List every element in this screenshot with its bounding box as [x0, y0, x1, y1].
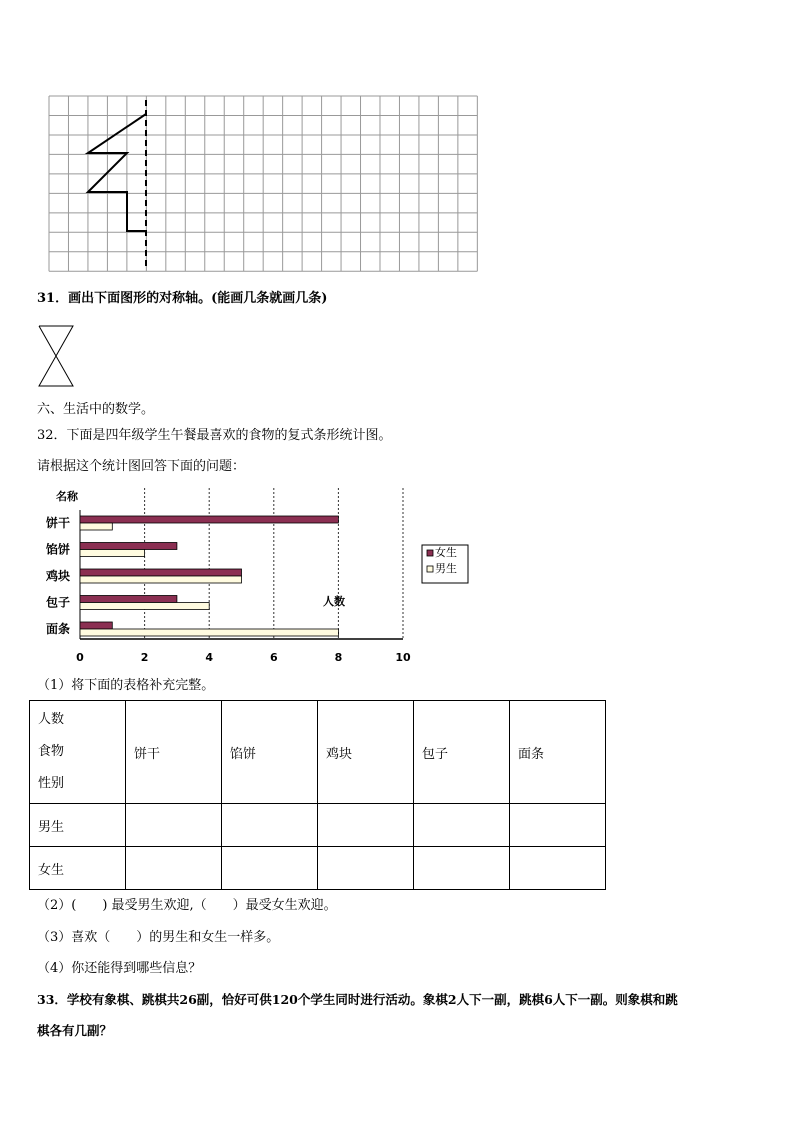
bar-female	[80, 569, 242, 576]
x-tick-label: 0	[76, 651, 84, 664]
q33-line1: 33．学校有象棋、跳棋共26副，恰好可供120个学生同时进行活动。象棋2人下一副，跳棋6人下一副。则象棋和跳	[37, 992, 678, 1007]
bar-female	[80, 596, 177, 603]
category-label: 鸡块	[45, 569, 70, 583]
y-axis-label: 名称	[56, 490, 78, 503]
bar-female	[80, 622, 112, 629]
bar-female	[80, 516, 338, 523]
answer-cell[interactable]	[318, 847, 414, 890]
table-header-cell: 馅饼	[222, 701, 318, 804]
bar-male	[80, 603, 209, 610]
bar-male	[80, 550, 145, 557]
legend-swatch	[427, 566, 433, 572]
row-label: 女生	[30, 847, 126, 890]
double-bar-chart	[30, 482, 480, 672]
q32-instruction: 请根据这个统计图回答下面的问题：	[37, 459, 246, 474]
table-header-cell: 饼干	[126, 701, 222, 804]
q32-sub1: （1）将下面的表格补充完整。	[37, 678, 215, 693]
x-tick-label: 6	[269, 651, 278, 664]
legend-label: 男生	[435, 562, 457, 575]
answer-cell[interactable]	[126, 847, 222, 890]
hourglass-figure	[37, 324, 77, 388]
bar-male	[80, 629, 338, 636]
answer-cell[interactable]	[318, 804, 414, 847]
category-label: 饼干	[45, 516, 70, 530]
q32-title: 32．下面是四年级学生午餐最喜欢的食物的复式条形统计图。	[37, 428, 392, 443]
section-6-title: 六、生活中的数学。	[37, 402, 155, 417]
table-corner-cell	[30, 701, 126, 804]
q31-title: 31．画出下面图形的对称轴。(能画几条就画几条)	[37, 291, 328, 306]
x-tick-label: 8	[334, 651, 343, 664]
corner-line-1: 人数	[38, 712, 65, 727]
q32-sub3: （3）喜欢（ ）的男生和女生一样多。	[37, 930, 280, 945]
table-header-cell: 面条	[510, 701, 606, 804]
corner-line-3: 性别	[38, 776, 65, 791]
table-header-cell: 包子	[414, 701, 510, 804]
answer-cell[interactable]	[510, 804, 606, 847]
q32-sub4: （4）你还能得到哪些信息？	[37, 961, 202, 976]
category-label: 包子	[45, 595, 70, 610]
category-label: 面条	[45, 622, 70, 636]
grid-lines	[49, 96, 477, 271]
row-label: 男生	[30, 804, 126, 847]
x-axis-label: 人数	[323, 595, 345, 608]
category-label: 馅饼	[45, 542, 70, 557]
grid-figure	[47, 94, 479, 272]
table-header-cell: 鸡块	[318, 701, 414, 804]
legend-label: 女生	[435, 546, 457, 559]
table-row	[30, 847, 606, 890]
x-tick-label: 10	[395, 651, 411, 664]
fill-table	[29, 700, 606, 890]
q33-line2: 棋各有几副？	[37, 1023, 113, 1038]
bar-male	[80, 576, 242, 583]
table-header-row	[30, 701, 606, 804]
bar-male	[80, 523, 112, 530]
answer-cell[interactable]	[126, 804, 222, 847]
legend-swatch	[427, 550, 433, 556]
answer-cell[interactable]	[414, 847, 510, 890]
corner-line-2: 食物	[38, 744, 65, 759]
answer-cell[interactable]	[414, 804, 510, 847]
answer-cell[interactable]	[510, 847, 606, 890]
half-figure	[88, 114, 146, 231]
table-row	[30, 804, 606, 847]
bar-female	[80, 543, 177, 550]
x-tick-label: 4	[205, 651, 214, 664]
x-tick-label: 2	[140, 651, 149, 664]
answer-cell[interactable]	[222, 847, 318, 890]
answer-cell[interactable]	[222, 804, 318, 847]
q32-sub2: （2）( ) 最受男生欢迎,（ ）最受女生欢迎。	[37, 898, 337, 913]
